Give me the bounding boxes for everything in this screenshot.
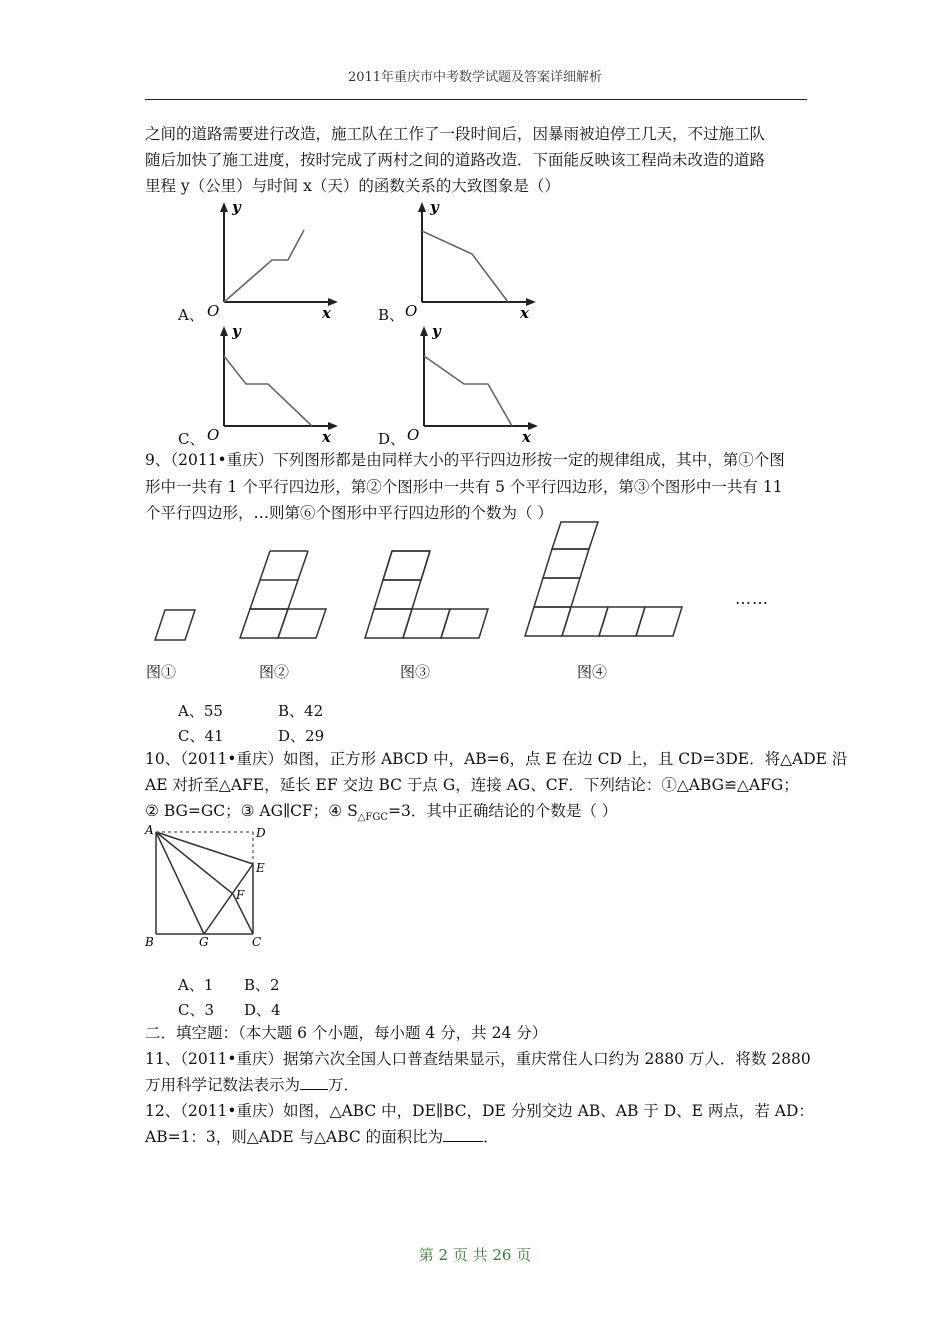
q9-line-2: 形中一共有 1 个平行四边形，第②个图形中一共有 5 个平行四边形，第③个图形中一共有 11 bbox=[145, 478, 783, 496]
y-label: y bbox=[232, 198, 241, 216]
fig1-parallelogram bbox=[155, 610, 195, 640]
q10-option-c: C、3 bbox=[178, 1001, 215, 1019]
q8-line-2: 随后加快了施工进度，按时完成了两村之间的道路改造．下面能反映该工程尚未改造的道路 bbox=[145, 151, 766, 169]
q10-square-figure bbox=[143, 822, 273, 950]
q10-option-b: B、2 bbox=[244, 976, 280, 994]
graph-line bbox=[224, 230, 304, 302]
q8-option-a-label: A、 bbox=[178, 306, 204, 324]
point-a: A bbox=[145, 823, 154, 837]
q8-graph-a bbox=[200, 198, 350, 323]
y-label: y bbox=[430, 198, 439, 216]
q9-option-b: B、42 bbox=[278, 702, 324, 720]
segment-ae bbox=[156, 832, 253, 864]
point-e: E bbox=[256, 861, 265, 875]
fig4-parallelograms bbox=[525, 522, 682, 636]
segment-af bbox=[156, 832, 233, 894]
origin-label: O bbox=[207, 426, 220, 444]
q8-graph-b bbox=[398, 198, 548, 323]
q9-option-a: A、55 bbox=[178, 702, 223, 720]
q9-ellipsis: …… bbox=[735, 589, 769, 608]
q8-option-b-label: B、 bbox=[378, 306, 405, 324]
point-b: B bbox=[145, 935, 154, 949]
page-header-title: 2011年重庆市中考数学试题及答案详细解析 bbox=[347, 70, 603, 85]
q9-line-1: 9、（2011•重庆）下列图形都是由同样大小的平行四边形按一定的规律组成，其中，第①个图 bbox=[145, 451, 785, 469]
graph-line bbox=[422, 231, 508, 302]
q8-graph-d bbox=[400, 320, 550, 445]
x-label: x bbox=[322, 304, 331, 322]
q9-pattern-figures bbox=[140, 518, 790, 688]
y-axis-arrow bbox=[220, 202, 228, 212]
y-label: y bbox=[232, 322, 241, 340]
q8-option-d-label: D、 bbox=[378, 430, 406, 448]
point-f: F bbox=[236, 888, 245, 902]
q10-line-1: 10、（2011•重庆）如图，正方形 ABCD 中，AB=6，点 E 在边 CD 上，且 CD=3DE．将△ADE 沿 bbox=[145, 750, 848, 768]
q9-figure-label-2: 图② bbox=[259, 663, 290, 681]
q9-option-c: C、41 bbox=[178, 727, 224, 745]
point-d: D bbox=[256, 826, 266, 840]
fig3-parallelograms bbox=[365, 551, 488, 638]
q11-answer-blank bbox=[300, 1073, 328, 1090]
y-label: y bbox=[432, 322, 441, 340]
segment-ag bbox=[156, 832, 204, 934]
q9-figure-label-1: 图① bbox=[146, 663, 177, 681]
x-label: x bbox=[522, 428, 531, 445]
q10-option-d: D、4 bbox=[244, 1001, 281, 1019]
q11-line-2: 万用科学记数法表示为 万． bbox=[145, 1072, 359, 1098]
origin-label: O bbox=[207, 302, 220, 320]
point-c: C bbox=[252, 935, 262, 949]
x-label: x bbox=[322, 428, 331, 445]
q12-line-2: AB=1：3，则△ADE 与△ABC 的面积比为 ． bbox=[145, 1124, 499, 1150]
point-g: G bbox=[199, 935, 209, 949]
q9-option-d: D、29 bbox=[278, 727, 325, 745]
q10-line-3: ② BG=GC；③ AG∥CF；④ $S_{\triangle FGC}=3$．其中正确结论的个数是（ ） bbox=[145, 802, 618, 824]
q9-figure-label-4: 图④ bbox=[577, 663, 608, 681]
origin-label: O bbox=[405, 302, 418, 320]
fig2-parallelograms bbox=[240, 551, 326, 638]
q8-graph-c bbox=[200, 320, 350, 445]
q8-line-3: 里程 y（公里）与时间 x（天）的函数关系的大致图象是（） bbox=[145, 177, 560, 195]
q10-option-a: A、1 bbox=[178, 976, 214, 994]
graph-line bbox=[224, 356, 312, 426]
segment-ge bbox=[204, 864, 253, 934]
x-label: x bbox=[520, 304, 529, 322]
q9-line-3: 个平行四边形，…则第⑥个图形中平行四边形的个数为（ ） bbox=[145, 504, 553, 522]
page-footer: 第 2 页 共 26 页 bbox=[418, 1246, 532, 1264]
q12-answer-blank bbox=[443, 1125, 483, 1142]
origin-label: O bbox=[407, 426, 420, 444]
q10-line-2: AE 对折至△AFE，延长 EF 交边 BC 于点 G，连接 AG、CF．下列结论：①△ABG≌△AFG； bbox=[145, 776, 799, 794]
q11-line-1: 11、（2011•重庆）据第六次全国人口普查结果显示，重庆常住人口约为 2880 万人．将数 2880 bbox=[145, 1050, 811, 1068]
section-2-title: 二．填空题：（本大题 6 个小题，每小题 4 分，共 24 分） bbox=[145, 1024, 548, 1042]
q8-line-1: 之间的道路需要进行改造，施工队在工作了一段时间后，因暴雨被迫停工几天，不过施工队 bbox=[145, 125, 766, 143]
header-divider bbox=[145, 99, 807, 100]
q12-line-1: 12、（2011•重庆）如图，△ABC 中，DE∥BC，DE 分别交边 AB、AB 于 D、E 两点，若 AD： bbox=[145, 1102, 814, 1120]
q8-option-c-label: C、 bbox=[178, 430, 205, 448]
graph-line bbox=[424, 356, 512, 426]
q9-figure-label-3: 图③ bbox=[400, 663, 431, 681]
